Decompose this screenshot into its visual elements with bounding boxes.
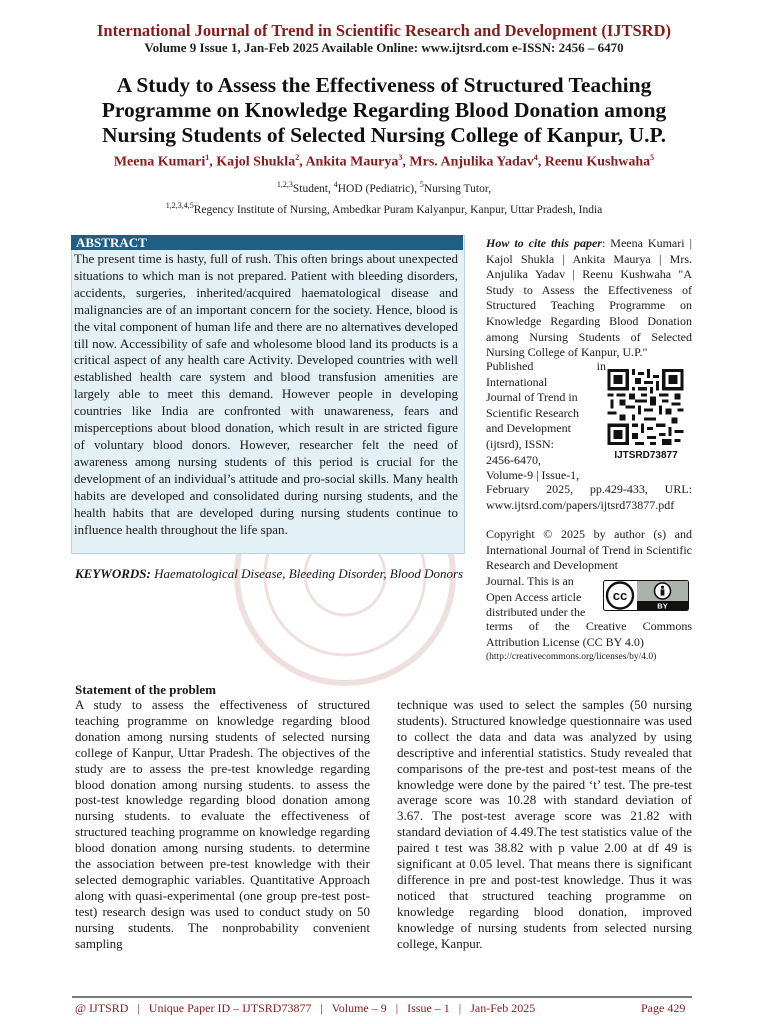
paper-title bbox=[70, 73, 698, 148]
author-name: Ankita Maurya bbox=[305, 154, 399, 170]
aff-institute: Regency Institute of Nursing, Ambedkar Puram Kalyanpur, Kanpur, Uttar Pradesh, India bbox=[193, 203, 603, 216]
paper-title-line: Nursing Students of Selected Nursing College of Kanpur, U.P. bbox=[101, 123, 667, 147]
affiliation-roles bbox=[0, 180, 768, 195]
paper-id-label: IJTSRD73877 bbox=[614, 450, 678, 461]
oa-line: distributed under the bbox=[486, 605, 586, 620]
published-line: and Development bbox=[486, 421, 571, 436]
citation-url[interactable]: February 2025, pp.429-433, URL: www.ijtsrd.com/papers/ijtsrd73877.pdf bbox=[486, 482, 692, 512]
published-in bbox=[486, 359, 606, 484]
license-url[interactable]: (http://creativecommons.org/licenses/by/4.0) bbox=[486, 652, 657, 662]
published-line: 2456-6470, bbox=[486, 452, 541, 467]
abstract-text: The present time is hasty, full of rush. This often brings about unexpected situations to which man is not prepared. Patient with bleeding disorders, accidents, surgeries, inherited/acquired haematological disease and malignancies are of an important concern for the society. Hence, blood is the vital component of human life and there are no alternatives developed till now. Accessibility of safe and wholesome blood land its products is a critical aspect of any health care Activity. Developed countries with well established health care system and blood transfusion amenities are largely able to meet this demand. However people in developing countries like India are confronted with unawareness, fears and misperceptions about blood donation, which result in are stricted figure of voluntary blood donors. However, researcher felt the need of awareness among nursing students of this period is crucial for the development of an individual’s attitude and pro-social skills. Many health habits are developed and consolidated during nursing students, and the health habits that are developed during nursing students continue to influence health throughout the life span. bbox=[74, 251, 458, 537]
citation-text: Meena Kumari | Kajol Shukla | Ankita Maurya | Mrs. Anjulika Yadav | Reenu Kushwaha "A Study to Assess the Effectiveness of Structured Teaching Programme on Knowledge Regarding Blood Donation among Nursing Students of Selected Nursing College of Kanpur, U.P." bbox=[486, 236, 692, 360]
paper-title-line: Programme on Knowledge Regarding Blood Donation among bbox=[101, 98, 667, 122]
author-name: Reenu Kushwaha bbox=[544, 154, 651, 170]
page-number: Page 429 bbox=[641, 1001, 686, 1015]
published-line: Published in bbox=[486, 359, 606, 373]
body-column-right: technique was used to select the samples (50 nursing students). Structured knowledge questionnaire was used to collect the data and data was analyzed by using descriptive and inferential statistics. Study revealed that comparisons of the pre-test and post-test means of the knowledge were done by the paired ‘t’ test. The pre-test average score was 10.28 with standard deviation of 3.67. The post-test average score was 21.82 with standard deviation of 4.49.The test statistics value of the paired t test was 38.82 with p value 2.00 at df 49 is significant at 0.05 level. That means there is significant difference in pre and post-test knowledge. Thus it was noticed that structured teaching programme on knowledge regarding blood donation, improved knowledge of nursing students from selected nursing college, Kanpur. bbox=[397, 697, 692, 951]
journal-name: International Journal of Trend in Scientific Research and Development (IJTSRD) bbox=[97, 21, 671, 40]
keywords bbox=[75, 565, 467, 582]
citation-colon: : bbox=[601, 236, 611, 250]
aff-role: Student, bbox=[292, 182, 334, 195]
author-sup: 5 bbox=[650, 153, 655, 162]
aff-role: Nursing Tutor, bbox=[423, 182, 492, 195]
citation-label: How to cite this paper bbox=[486, 236, 602, 250]
body-column-left: A study to assess the effectiveness of structured teaching programme on knowledge regarding blood donation among nursing students of selected nursing college of Kanpur, Uttar Pradesh. The objectives of the study are to assess the pre-test knowledge regarding blood donation among nursing students. to assess the post-test knowledge regarding blood donation among nursing students. to evaluate the effectiveness of structured teaching programme on knowledge regarding blood donation among nursing students. to determine the association between pre-test knowledge with their selected demographic variables. Quantitative Approach along with quasi-experimental (one group pre-test post-test) research design was used to conduct study on 50 nursing students. The nonprobability convenient sampling bbox=[75, 697, 370, 951]
author-sup: 2 bbox=[295, 153, 300, 162]
published-line: International bbox=[486, 374, 548, 389]
keywords-label: KEYWORDS: bbox=[75, 566, 151, 581]
aff-role: HOD (Pediatric), bbox=[337, 182, 420, 195]
aff-sup: 5 bbox=[419, 180, 424, 189]
author-name: Meena Kumari bbox=[113, 154, 206, 170]
published-line: (ijtsrd), ISSN: bbox=[486, 436, 555, 451]
oa-line: Journal. This is an bbox=[486, 574, 574, 588]
aff-sup: 1,2,3,4,5 bbox=[165, 201, 194, 210]
author-sup: 1 bbox=[205, 153, 210, 162]
journal-volume-line: Volume 9 Issue 1, Jan-Feb 2025 Available Online: www.ijtsrd.com e-ISSN: 2456 – 6470 bbox=[144, 40, 624, 55]
keywords-text: Haematological Disease, Bleeding Disorder, Blood Donors bbox=[150, 566, 464, 581]
published-line: Volume-9 | Issue-1, bbox=[486, 468, 580, 483]
section-heading: Statement of the problem bbox=[75, 682, 216, 697]
oa-line: Open Access article bbox=[486, 589, 582, 604]
aff-sup: 1,2,3 bbox=[276, 180, 293, 189]
cc-badge-by: BY bbox=[657, 601, 668, 611]
footer-info: @ IJTSRD | Unique Paper ID – IJTSRD73877 | Volume – 9 | Issue – 1 | Jan-Feb 2025 bbox=[75, 1001, 536, 1015]
author-name: Kajol Shukla bbox=[216, 154, 296, 170]
citation-block bbox=[486, 236, 692, 361]
copyright-text: Copyright © 2025 by author (s) and International Journal of Trend in Scientific Research and Development bbox=[486, 527, 692, 573]
published-line: Journal of Trend in bbox=[486, 390, 578, 405]
published-line: Scientific Research bbox=[486, 405, 579, 420]
qr-code-icon[interactable] bbox=[606, 369, 685, 445]
cc-badge-cc: cc bbox=[612, 588, 628, 603]
abstract-heading: ABSTRACT bbox=[71, 235, 463, 250]
aff-sup: 4 bbox=[333, 180, 338, 189]
license-terms: terms of the Creative Commons Attribution License (CC BY 4.0) bbox=[486, 619, 692, 649]
author-sup: 3 bbox=[398, 153, 403, 162]
author-name: Mrs. Anjulika Yadav bbox=[409, 154, 534, 170]
cc-by-badge-icon[interactable] bbox=[603, 580, 689, 611]
open-access-text bbox=[486, 574, 596, 621]
paper-title-line: A Study to Assess the Effectiveness of Structured Teaching bbox=[116, 73, 652, 97]
author-sup: 4 bbox=[533, 153, 538, 162]
author-list: Meena Kumari$^1$, Kajol Shukla$^2$, Ankita Maurya$^3$, Mrs. Anjulika Yadav$^4$, Reenu Kushwaha$^5$ bbox=[113, 153, 655, 170]
affiliation-institute bbox=[0, 201, 768, 216]
footer-divider bbox=[72, 996, 692, 998]
